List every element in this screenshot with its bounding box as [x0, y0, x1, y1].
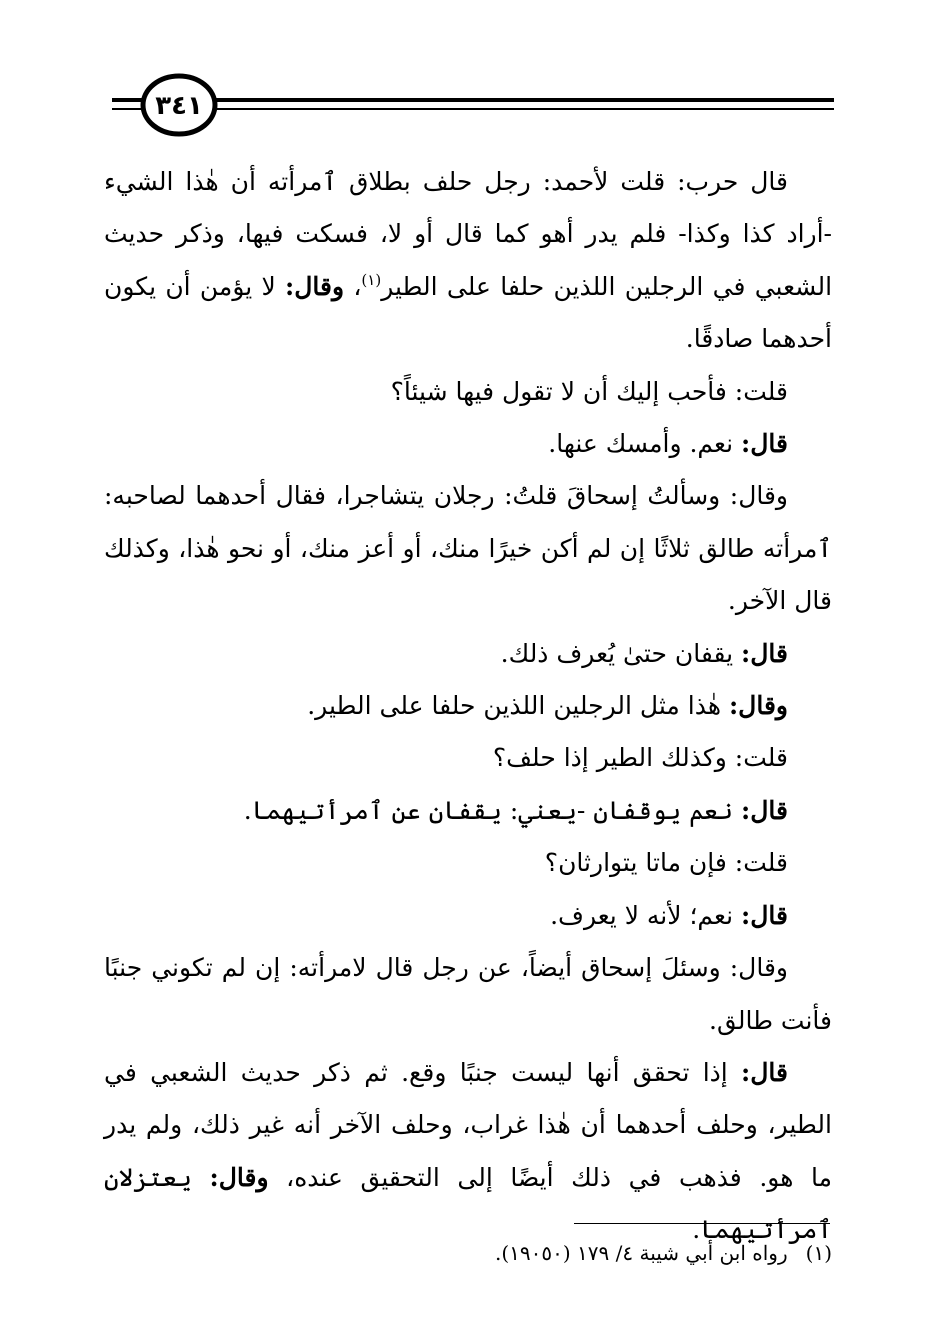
paragraph	[104, 418, 832, 470]
paragraph-text: لا يؤمن أن يكون أحدهما صادقًا.	[104, 271, 832, 354]
paragraph-text: نعم يوقفان -يعني: يقفان عن ٱمرأتيهما.	[243, 795, 742, 825]
paragraph	[104, 732, 832, 784]
paragraph-text: إذا تحقق أنها ليست جنبًا وقع. ثم ذكر حديث الشعبي في الطير، وحلف أحدهما أن هٰذا غراب، وحلف الآخر أنه غير ذلك، ولم يدر ما هو. فذهب في ذلك أيضًا إلى التحقيق عنده،	[104, 1057, 833, 1192]
paragraph-text: قلت: فإن ماتا يتوارثان؟	[544, 848, 788, 878]
main-text	[104, 156, 832, 1257]
paragraph-text: وقال: وسألتُ إسحاقَ قلتُ: رجلان يتشاجرا، فقال أحدهما لصاحبه: ٱمرأته طالق ثلاثًا إن لم أكن خيرًا منك، أو أعز منك، أو نحو هٰذا، وكذلك قال الآخر.	[104, 481, 832, 616]
speaker-label: قال:	[741, 795, 788, 825]
paragraph-text: يعتزلان ٱمرأتيهما.	[104, 1162, 832, 1245]
paragraph-text: يقفان حتىٰ يُعرف ذلك.	[500, 638, 742, 668]
footnote-reference: (١)	[361, 270, 382, 289]
paragraph-text: قلت: فأحب إليك أن لا تقول فيها شيئاً؟	[390, 376, 788, 406]
speaker-label: وقال:	[209, 1162, 269, 1192]
speaker-label: وقال:	[285, 271, 345, 301]
paragraph-text: هٰذا مثل الرجلين اللذين حلفا على الطير.	[307, 691, 729, 721]
page-header	[0, 0, 944, 160]
paragraph	[104, 837, 832, 889]
paragraph	[104, 680, 832, 732]
paragraph	[104, 366, 832, 418]
speaker-label: قال:	[741, 638, 788, 668]
footnote-text: رواه ابن أبي شيبة ٤/ ١٧٩ (١٩٠٥٠).	[494, 1241, 788, 1265]
paragraph-text: ،	[344, 271, 362, 301]
footnote	[104, 1236, 832, 1270]
paragraph	[104, 890, 832, 942]
speaker-label: وقال:	[728, 691, 788, 721]
paragraph	[104, 785, 832, 837]
paragraph-text: نعم؛ لأنه لا يعرف.	[550, 900, 742, 930]
paragraph	[104, 942, 832, 1047]
paragraph	[104, 1047, 832, 1257]
footnote-separator	[574, 1223, 830, 1224]
speaker-label: قال:	[741, 900, 788, 930]
paragraph	[104, 628, 832, 680]
paragraph	[104, 470, 832, 627]
footnote-marker: (١)	[805, 1241, 832, 1265]
paragraph-text: وقال: وسئلَ إسحاق أيضاً، عن رجل قال لامرأته: إن لم تكوني جنبًا فأنت طالق.	[104, 953, 832, 1035]
paragraph	[104, 156, 832, 366]
paragraph-text: قلت: وكذلك الطير إذا حلف؟	[492, 743, 788, 773]
paragraph-text: نعم. وأمسك عنها.	[548, 429, 742, 459]
page-number: ٣٤١	[155, 91, 203, 121]
speaker-label: قال:	[741, 429, 788, 459]
speaker-label: قال:	[741, 1057, 788, 1087]
paragraph-text: قال حرب: قلت لأحمد: رجل حلف بطلاق ٱمرأته أن هٰذا الشيء -أراد كذا وكذا- فلم يدر أهو كما قال أو لا، فسكت فيها، وذكر حديث الشعبي في الرجلين اللذين حلفا على الطير	[104, 167, 833, 301]
